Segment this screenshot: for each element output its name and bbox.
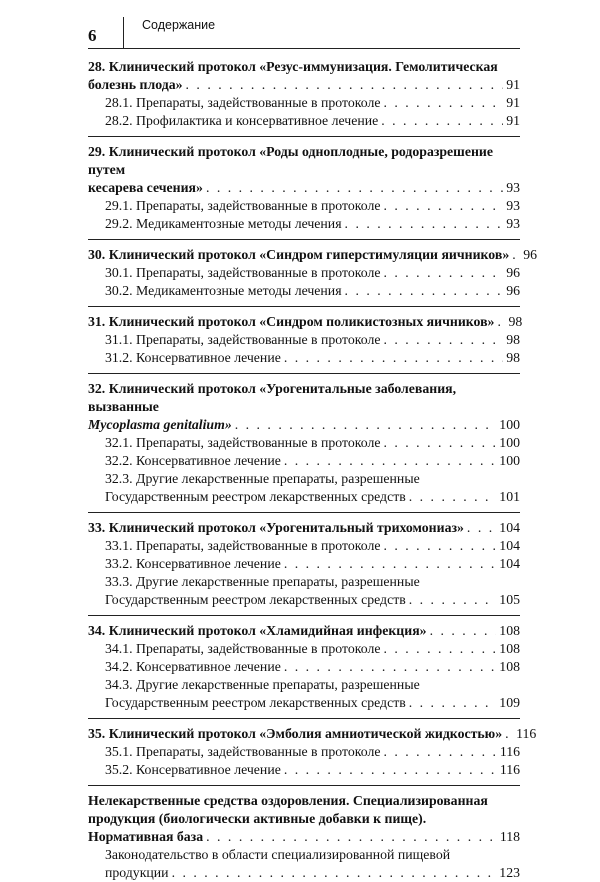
toc-subentry [88, 94, 520, 112]
page-header [0, 0, 600, 52]
toc-entry-28 [88, 58, 520, 130]
toc-page-number: 98 [506, 332, 520, 347]
toc-subentry-title: 31.2. Консервативное лечение [105, 350, 281, 365]
toc-entry-title: 31. Клинический протокол «Синдром поликистозных яичников» [88, 314, 495, 329]
dot-leader [284, 658, 496, 676]
toc-page-number: 116 [499, 744, 520, 759]
toc-page-number: 96 [506, 265, 520, 280]
dot-leader [235, 416, 497, 434]
dot-leader [206, 179, 503, 197]
dot-leader [381, 112, 503, 130]
toc-subentry [88, 761, 520, 779]
toc-page-number: 98 [506, 350, 520, 365]
toc-entry-title: продукция (биологически активные добавки к пище). [88, 811, 427, 826]
toc-subentry [88, 349, 520, 367]
toc-entry-title: 29. Клинический протокол «Роды одноплодные, родоразрешение путем [88, 144, 493, 177]
toc-subentry-title: 32.2. Консервативное лечение [105, 453, 281, 468]
dot-leader [409, 591, 497, 609]
toc-entry-title-line [88, 519, 520, 537]
toc-subentry [88, 694, 520, 712]
toc-subentry [88, 112, 520, 130]
toc-page-number: 91 [506, 77, 520, 92]
toc-subentry [88, 215, 520, 233]
toc-subentry-title: 30.1. Препараты, задействованные в протоколе [105, 265, 381, 280]
toc-page-number: 100 [499, 453, 520, 468]
dot-leader [497, 313, 505, 331]
running-section-title: Содержание [142, 18, 216, 32]
toc-page-number: 123 [499, 865, 520, 880]
toc-subentry [88, 555, 520, 573]
toc-page-number: 96 [523, 247, 538, 262]
toc-page-number: 93 [506, 216, 520, 231]
toc-subentry-title: продукции [105, 865, 169, 880]
toc-entry-31 [88, 306, 523, 367]
dot-leader [430, 622, 497, 640]
toc-subentry [88, 864, 520, 882]
toc-subentry-title: 32.1. Препараты, задействованные в протоколе [105, 435, 381, 450]
toc-entry-title: Mycoplasma genitalium» [88, 417, 232, 432]
toc-subentry-title: 34.3. Другие лекарственные препараты, разрешенные [105, 677, 420, 692]
toc-entry-title: болезнь плода» [88, 77, 183, 92]
dot-leader [383, 94, 503, 112]
toc-subentry-title: 30.2. Медикаментозные методы лечения [105, 283, 342, 298]
dot-leader [512, 246, 520, 264]
dot-leader [505, 725, 513, 743]
toc-page-number: 96 [506, 283, 520, 298]
toc-subentry-title: Государственным реестром лекарственных средств [105, 695, 406, 710]
toc-subentry [88, 331, 520, 349]
toc-entry-title: 34. Клинический протокол «Хламидийная инфекция» [88, 623, 427, 638]
toc-page-number: 100 [499, 435, 520, 450]
toc-entry-title-line [88, 416, 520, 434]
toc-subentry [88, 591, 520, 609]
toc-subentry-title: 35.2. Консервативное лечение [105, 762, 281, 777]
toc-page-number: 104 [499, 556, 520, 571]
dot-leader [186, 76, 504, 94]
toc-page-number: 100 [499, 417, 520, 432]
toc-page-number: 108 [499, 623, 520, 638]
toc-subentry-title: 35.1. Препараты, задействованные в протоколе [105, 744, 381, 759]
toc-subentry-title: 33.3. Другие лекарственные препараты, разрешенные [105, 574, 420, 589]
dot-leader [383, 264, 503, 282]
toc-subentry-title: Государственным реестром лекарственных средств [105, 592, 406, 607]
toc-entry-32 [88, 373, 520, 506]
toc-page-number: 91 [506, 113, 520, 128]
toc-entry-nonmedicinal [88, 785, 520, 882]
toc-subentry [88, 197, 520, 215]
toc-entry-title: 33. Клинический протокол «Урогенитальный трихомониаз» [88, 520, 464, 535]
header-divider-horizontal [88, 48, 520, 49]
toc-page-number: 118 [499, 829, 520, 844]
dot-leader [383, 331, 503, 349]
dot-leader [284, 555, 496, 573]
toc-entry-title: 35. Клинический протокол «Эмболия амниотической жидкостью» [88, 726, 503, 741]
dot-leader [383, 537, 496, 555]
toc-subentry [88, 743, 520, 761]
header-divider-vertical [123, 17, 124, 49]
toc-subentry-title: 32.3. Другие лекарственные препараты, разрешенные [105, 471, 420, 486]
toc-subentry [88, 658, 520, 676]
toc-entry-33 [88, 512, 520, 609]
toc-entry-title-line [88, 622, 520, 640]
dot-leader [345, 215, 504, 233]
toc-subentry [88, 488, 520, 506]
toc-subentry [88, 264, 520, 282]
dot-leader [284, 452, 496, 470]
toc-page-number: 109 [499, 695, 520, 710]
toc-subentry-title: 31.1. Препараты, задействованные в протоколе [105, 332, 381, 347]
toc-subentry-title: 29.1. Препараты, задействованные в протоколе [105, 198, 381, 213]
toc-entry-title-line [88, 179, 520, 197]
table-of-contents [88, 58, 538, 882]
dot-leader [467, 519, 496, 537]
toc-page-number: 116 [499, 762, 520, 777]
toc-entry-34 [88, 615, 520, 712]
page-number: 6 [88, 26, 97, 45]
toc-subentry-title: 34.1. Препараты, задействованные в протоколе [105, 641, 381, 656]
toc-page-number: 98 [508, 314, 523, 329]
toc-page-number: 104 [499, 538, 520, 553]
toc-subentry-title: 34.2. Консервативное лечение [105, 659, 281, 674]
toc-entry-title-line [88, 828, 520, 846]
toc-entry-title-line [88, 725, 537, 743]
toc-page-number: 105 [499, 592, 520, 607]
toc-entry-title-line [88, 246, 538, 264]
toc-page-number: 91 [506, 95, 520, 110]
toc-page-number: 101 [499, 489, 520, 504]
toc-subentry [88, 434, 520, 452]
toc-subentry-title: 28.1. Препараты, задействованные в протоколе [105, 95, 381, 110]
toc-subentry [88, 452, 520, 470]
toc-entry-title: кесарева сечения» [88, 180, 203, 195]
toc-page-number: 93 [506, 180, 520, 195]
toc-subentry [88, 282, 520, 300]
dot-leader [383, 640, 496, 658]
toc-entry-title: 28. Клинический протокол «Резус-иммунизация. Гемолитическая [88, 59, 498, 74]
toc-entry-title-line [88, 313, 523, 331]
toc-subentry-title: 29.2. Медикаментозные методы лечения [105, 216, 342, 231]
toc-entry-title-line [88, 76, 520, 94]
dot-leader [409, 694, 497, 712]
toc-page-number: 108 [499, 641, 520, 656]
toc-entry-35 [88, 718, 537, 779]
dot-leader [383, 434, 496, 452]
dot-leader [284, 349, 503, 367]
toc-entry-30 [88, 239, 538, 300]
toc-page-number: 93 [506, 198, 520, 213]
dot-leader [409, 488, 497, 506]
dot-leader [206, 828, 497, 846]
toc-subentry [88, 537, 520, 555]
toc-page-number: 104 [499, 520, 520, 535]
toc-entry-title: 32. Клинический протокол «Урогенитальные заболевания, вызванные [88, 381, 457, 414]
toc-entry-title: 30. Клинический протокол «Синдром гиперстимуляции яичников» [88, 247, 510, 262]
toc-page-number: 108 [499, 659, 520, 674]
dot-leader [284, 761, 497, 779]
toc-entry-29 [88, 136, 520, 233]
toc-subentry-title: Государственным реестром лекарственных средств [105, 489, 406, 504]
toc-page-number: 116 [516, 726, 537, 741]
dot-leader [383, 743, 496, 761]
toc-entry-title: Нелекарственные средства оздоровления. Специализированная [88, 793, 488, 808]
toc-subentry-title: 33.1. Препараты, задействованные в протоколе [105, 538, 381, 553]
dot-leader [383, 197, 503, 215]
toc-subentry-title: Законодательство в области специализированной пищевой [105, 847, 451, 862]
dot-leader [172, 864, 497, 882]
toc-subentry-title: 28.2. Профилактика и консервативное лечение [105, 113, 379, 128]
toc-subentry [88, 640, 520, 658]
dot-leader [345, 282, 504, 300]
toc-entry-title: Нормативная база [88, 829, 204, 844]
toc-subentry-title: 33.2. Консервативное лечение [105, 556, 281, 571]
